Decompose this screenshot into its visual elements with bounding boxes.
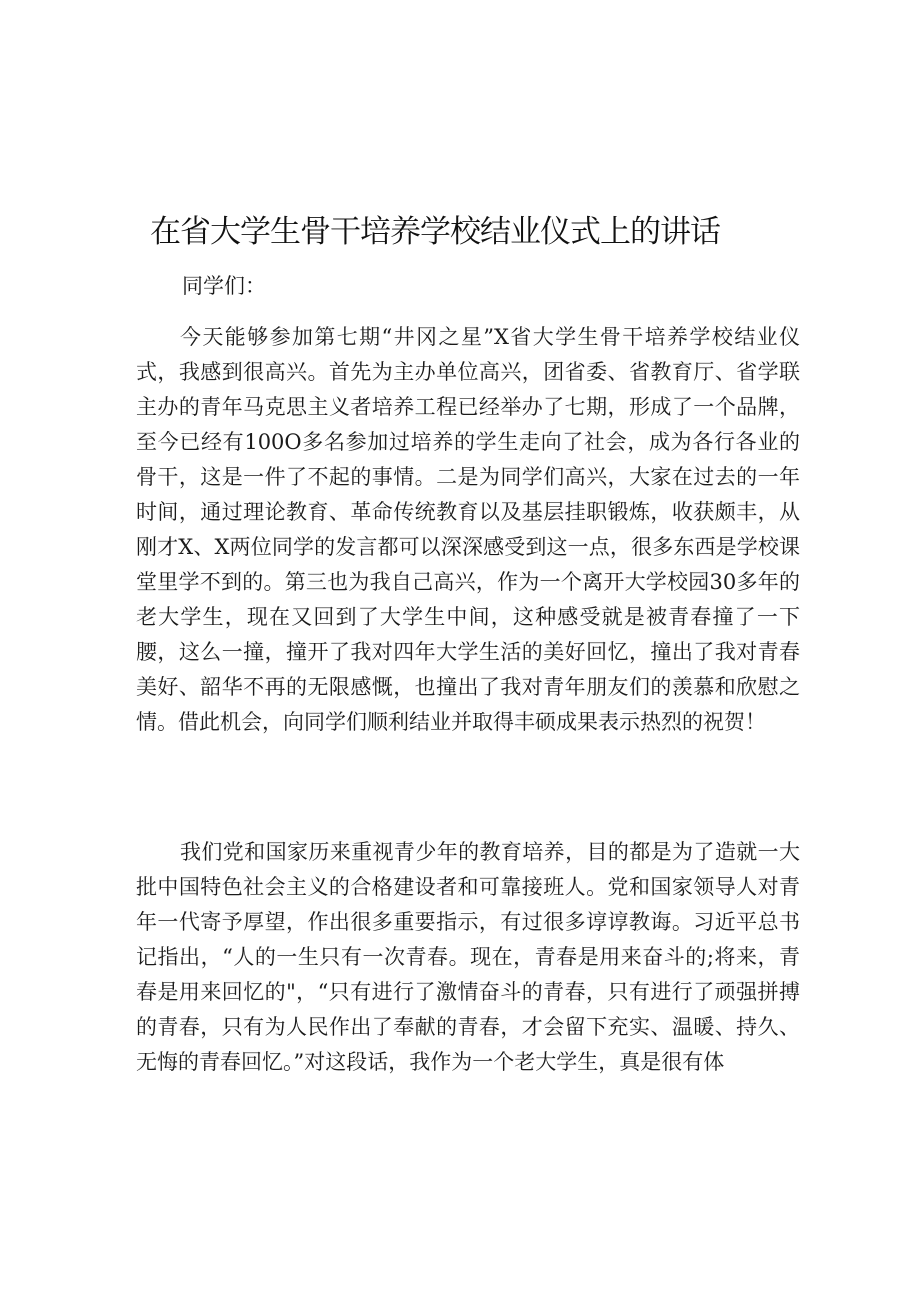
document-title: 在省大学生骨干培养学校结业仪式上的讲话 [150,214,720,250]
paragraph-1: 今天能够参加第七期“井冈之星”X省大学生骨干培养学校结业仪式，我感到很高兴。首先为主办单位高兴，团省委、省教育厅、省学联主办的青年马克思主义者培养工程已经举办了七期，形成了一个品牌，至今已经有100O多名参加过培养的学生走向了社会，成为各行各业的骨干，这是一件了不起的事情。二是为同学们高兴，大家在过去的一年时间，通过理论教育、革命传统教育以及基层挂职锻炼，收获颇丰，从刚才X、X两位同学的发言都可以深深感受到这一点，很多东西是学校课堂里学不到的。第三也为我自己高兴，作为一个离开大学校园30多年的老大学生，现在又回到了大学生中间，这种感受就是被青春撞了一下腰，这么一撞，撞开了我对四年大学生活的美好回忆，撞出了我对青春美好、韶华不再的无限感慨，也撞出了我对青年朋友们的羡慕和欣慰之情。借此机会，向同学们顺利结业并取得丰硕成果表示热烈的祝贺！ [136,325,800,734]
paragraph-2: 我们党和国家历来重视青少年的教育培养，目的都是为了造就一大批中国特色社会主义的合格建设者和可靠接班人。党和国家领导人对青年一代寄予厚望，作出很多重要指示，有过很多谆谆教诲。习近平总书记指出，“人的一生只有一次青春。现在，青春是用来奋斗的;将来，青春是用来回忆的"，“只有进行了激情奋斗的青春，只有进行了顽强拼搏的青春，只有为人民作出了奉献的青春，才会留下充实、温暖、持久、无悔的青春回忆。”对这段话，我作为一个老大学生，真是很有体 [136,840,800,1074]
salutation: 同学们： [182,274,266,298]
